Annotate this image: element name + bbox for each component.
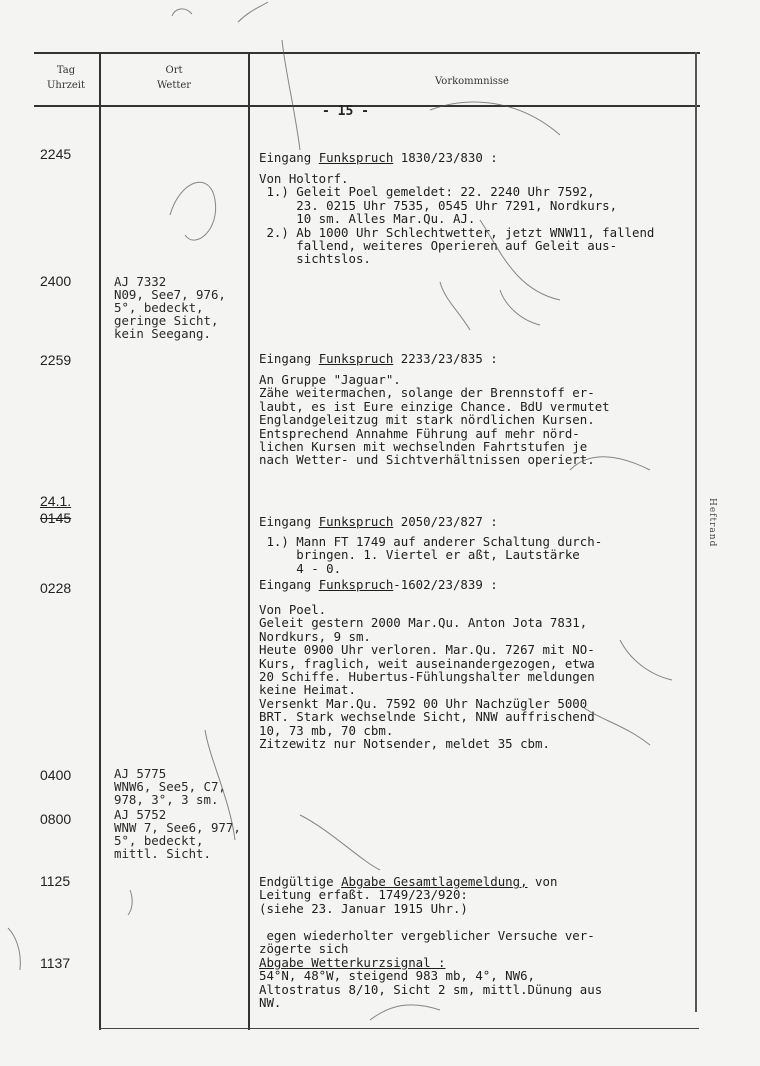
header-ort-wetter: Ort Wetter bbox=[156, 65, 192, 91]
time-0400: 0400 bbox=[40, 767, 72, 783]
entry-underlined-text: Abgabe Gesamtlagemeldung, bbox=[341, 874, 528, 889]
entry-funkspruch-1830 bbox=[259, 151, 498, 164]
header-tag-uhrzeit: Tag Uhrzeit bbox=[46, 65, 86, 91]
entry-wetterkurzsignal bbox=[259, 929, 602, 1009]
bottom-rule bbox=[99, 1028, 699, 1029]
entry-text: egen wiederholter vergeblicher Versuche ver- zögerte sich bbox=[259, 928, 595, 957]
column-divider-time bbox=[99, 52, 101, 1030]
entry-text: 54°N, 48°W, steigend 983 mb, 4°, NW6, Altostratus 8/10, Sicht 2 sm, mittl.Dünung aus NW. bbox=[259, 968, 603, 1011]
time-2245: 2245 bbox=[40, 146, 72, 162]
time-0800: 0800 bbox=[40, 811, 72, 827]
time-2400: 2400 bbox=[40, 273, 72, 289]
ort-entry-aj7332: AJ 7332 N09, See7, 976, 5°, bedeckt, geringe Sicht, kein Seegang. bbox=[114, 274, 226, 341]
page-number: - 15 - bbox=[322, 104, 369, 119]
margin-label-heftrand: Heftrand bbox=[707, 498, 717, 548]
entry-body-1602: Von Poel. Geleit gestern 2000 Mar.Qu. Anton Jota 7831, Nordkurs, 9 sm. Heute 0900 Uhr verloren. Mar.Qu. 7267 mit NO- Kurs, fraglich, weit auseinandergezogen, etwa 20 Schiffe. Hubertus-Fühlungshalter meldungen keine Heimat. Versenkt Mar.Qu. 7592 00 Uhr Nachzügler 5000 BRT. Stark wechselnde Sicht, NNW auffrischend 10, 73 mb, 70 cbm. Zitzewitz nur Notsender, meldet 35 cbm. bbox=[259, 602, 595, 752]
entry-funkspruch-1602 bbox=[259, 578, 498, 591]
entry-heading-label: Eingang bbox=[259, 150, 319, 165]
funkspruch-label: Funkspruch bbox=[318, 150, 394, 165]
entry-body-2050: 1.) Mann FT 1749 auf anderer Schaltung durch- bringen. 1. Viertel er aßt, Lautstärke 4 - 0. bbox=[266, 534, 603, 576]
entry-body-1830: Von Holtorf. 1.) Geleit Poel gemeldet: 22. 2240 Uhr 7592, 23. 0215 Uhr 7535, 0545 Uhr 7291, Nordkurs, 10 sm. Alles Mar.Qu. AJ. 2.) Ab 1000 Uhr Schlechtwetter, jetzt WNW11, fallend fallend, weiteres Operieren auf Geleit aus- sichtslos. bbox=[259, 171, 655, 267]
top-rule bbox=[34, 52, 700, 54]
column-divider-ort bbox=[248, 52, 250, 1030]
funkspruch-label: Funkspruch bbox=[318, 514, 394, 529]
entry-heading-label: Eingang bbox=[259, 514, 319, 529]
entry-gesamtlagemeldung bbox=[259, 875, 557, 915]
ort-entry-aj5775: AJ 5775 WNW6, See5, C7, 978, 3°, 3 sm. bbox=[114, 766, 226, 807]
entry-funkspruch-2050 bbox=[259, 515, 498, 528]
time-1137: 1137 bbox=[40, 955, 71, 971]
message-number: 2050/23/827 : bbox=[393, 514, 498, 529]
time-2259: 2259 bbox=[40, 352, 72, 368]
entry-text: Endgültige bbox=[259, 874, 342, 889]
funkspruch-label: Funkspruch bbox=[318, 351, 394, 366]
entry-body-2233: An Gruppe "Jaguar". Zähe weitermachen, solange der Brennstoff er- laubt, es ist Eure einzige Chance. BdU vermutet Englandgeleitzug mit stark nördlichen Kursen. Entsprechend Annahme Führung auf mehr nörd- lichen Kursen mit wechselnden Fahrtstufen je nach Wetter- und Sichtverhältnissen operiert. bbox=[259, 372, 610, 468]
message-number: -1602/23/839 : bbox=[393, 577, 498, 592]
message-number: 1830/23/830 : bbox=[393, 150, 498, 165]
time-0228: 0228 bbox=[40, 580, 72, 596]
entry-text: von Leitung erfaßt. 1749/23/920: (siehe 23. Januar 1915 Uhr.) bbox=[259, 874, 558, 916]
ort-entry-aj5752: AJ 5752 WNW 7, See6, 977, 5°, bedeckt, mittl. Sicht. bbox=[114, 807, 241, 861]
funkspruch-label: Funkspruch bbox=[318, 577, 394, 592]
time-1125: 1125 bbox=[40, 873, 71, 889]
message-number: 2233/23/835 : bbox=[393, 351, 498, 366]
entry-funkspruch-2233 bbox=[259, 352, 498, 365]
date-24-1: 24.1. bbox=[40, 493, 72, 509]
header-vorkommnisse: Vorkommnisse bbox=[435, 76, 509, 87]
entry-heading-label: Eingang bbox=[259, 577, 319, 592]
time-0145: 0145 bbox=[40, 510, 72, 526]
entry-underlined-text: Abgabe Wetterkurzsignal : bbox=[259, 954, 446, 970]
entry-heading-label: Eingang bbox=[259, 351, 319, 366]
